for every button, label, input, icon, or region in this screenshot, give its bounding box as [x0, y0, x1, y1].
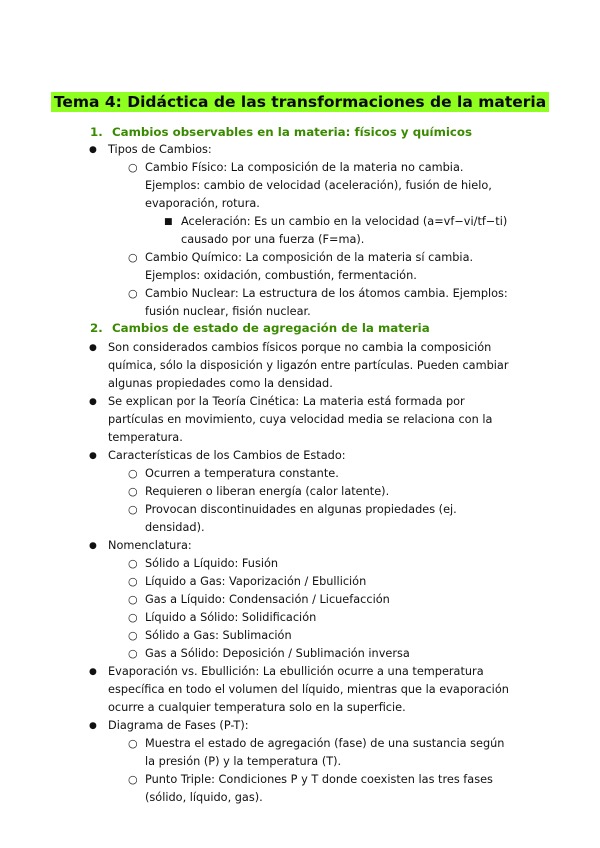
- list-item: [145, 159, 518, 249]
- list-item: [108, 537, 518, 663]
- list-item: ● Se explican por la Teoría Cinética: La materia está formada por partículas en movimiento, cuya velocidad media se relaciona con la temperatura.: [108, 393, 518, 447]
- sub-list: [145, 555, 518, 663]
- section-2-heading: [90, 321, 430, 335]
- sub-sub-list: [181, 213, 518, 249]
- section-1-list: [108, 141, 518, 321]
- section-title: Cambios observables en la materia: físicos y químicos: [112, 125, 473, 139]
- list-item-text: Nomenclatura:: [108, 539, 192, 552]
- list-item: [108, 717, 518, 807]
- list-item: ○ Requieren o liberan energía (calor latente).: [145, 483, 518, 501]
- section-2-list: [108, 339, 518, 807]
- list-item: ○ Ocurren a temperatura constante.: [145, 465, 518, 483]
- title-container: [0, 92, 600, 112]
- list-item: ● Son considerados cambios físicos porque no cambia la composición química, sólo la disposición y ligazón entre partículas. Pueden cambiar algunas propiedades como la densidad.: [108, 339, 518, 393]
- list-item: [108, 141, 518, 321]
- list-item: ○ Muestra el estado de agregación (fase) de una sustancia según la presión (P) y la temperatura (T).: [145, 735, 518, 771]
- list-item: ○ Cambio Químico: La composición de la materia sí cambia. Ejemplos: oxidación, combustión, fermentación.: [145, 249, 518, 285]
- list-item-text: Diagrama de Fases (P-T):: [108, 719, 249, 732]
- list-item: ○ Líquido a Sólido: Solidificación: [145, 609, 518, 627]
- list-item-text: Tipos de Cambios:: [108, 143, 212, 156]
- section-1-heading: [90, 125, 472, 139]
- list-item-text: Características de los Cambios de Estado:: [108, 449, 346, 462]
- section-number: 2.: [90, 321, 103, 335]
- list-item: ● Evaporación vs. Ebullición: La ebullición ocurre a una temperatura específica en todo el volumen del líquido, mientras que la evaporación ocurre a cualquier temperatura solo en la superficie.: [108, 663, 518, 717]
- sub-list: [145, 159, 518, 321]
- document-title: Tema 4: Didáctica de las transformaciones de la materia: [51, 92, 549, 112]
- list-item: ○ Sólido a Líquido: Fusión: [145, 555, 518, 573]
- list-item: ○ Gas a Sólido: Deposición / Sublimación inversa: [145, 645, 518, 663]
- list-item: ○ Cambio Nuclear: La estructura de los átomos cambia. Ejemplos: fusión nuclear, fisión nuclear.: [145, 285, 518, 321]
- section-number: 1.: [90, 125, 103, 139]
- list-item: ■ Aceleración: Es un cambio en la velocidad (a=vf−vi/tf−ti) causado por una fuerza (F=ma).: [181, 213, 518, 249]
- sub-list: [145, 735, 518, 807]
- list-item-text: Cambio Físico: La composición de la materia no cambia. Ejemplos: cambio de velocidad (aceleración), fusión de hielo, evaporación, rotura.: [145, 161, 492, 210]
- list-item: ○ Líquido a Gas: Vaporización / Ebullición: [145, 573, 518, 591]
- list-item: ○ Gas a Líquido: Condensación / Licuefacción: [145, 591, 518, 609]
- section-title: Cambios de estado de agregación de la materia: [112, 321, 430, 335]
- list-item: [108, 447, 518, 537]
- list-item: ○ Provocan discontinuidades en algunas propiedades (ej. densidad).: [145, 501, 518, 537]
- list-item: ○ Sólido a Gas: Sublimación: [145, 627, 518, 645]
- sub-list: [145, 465, 518, 537]
- list-item: ○ Punto Triple: Condiciones P y T donde coexisten las tres fases (sólido, líquido, gas).: [145, 771, 518, 807]
